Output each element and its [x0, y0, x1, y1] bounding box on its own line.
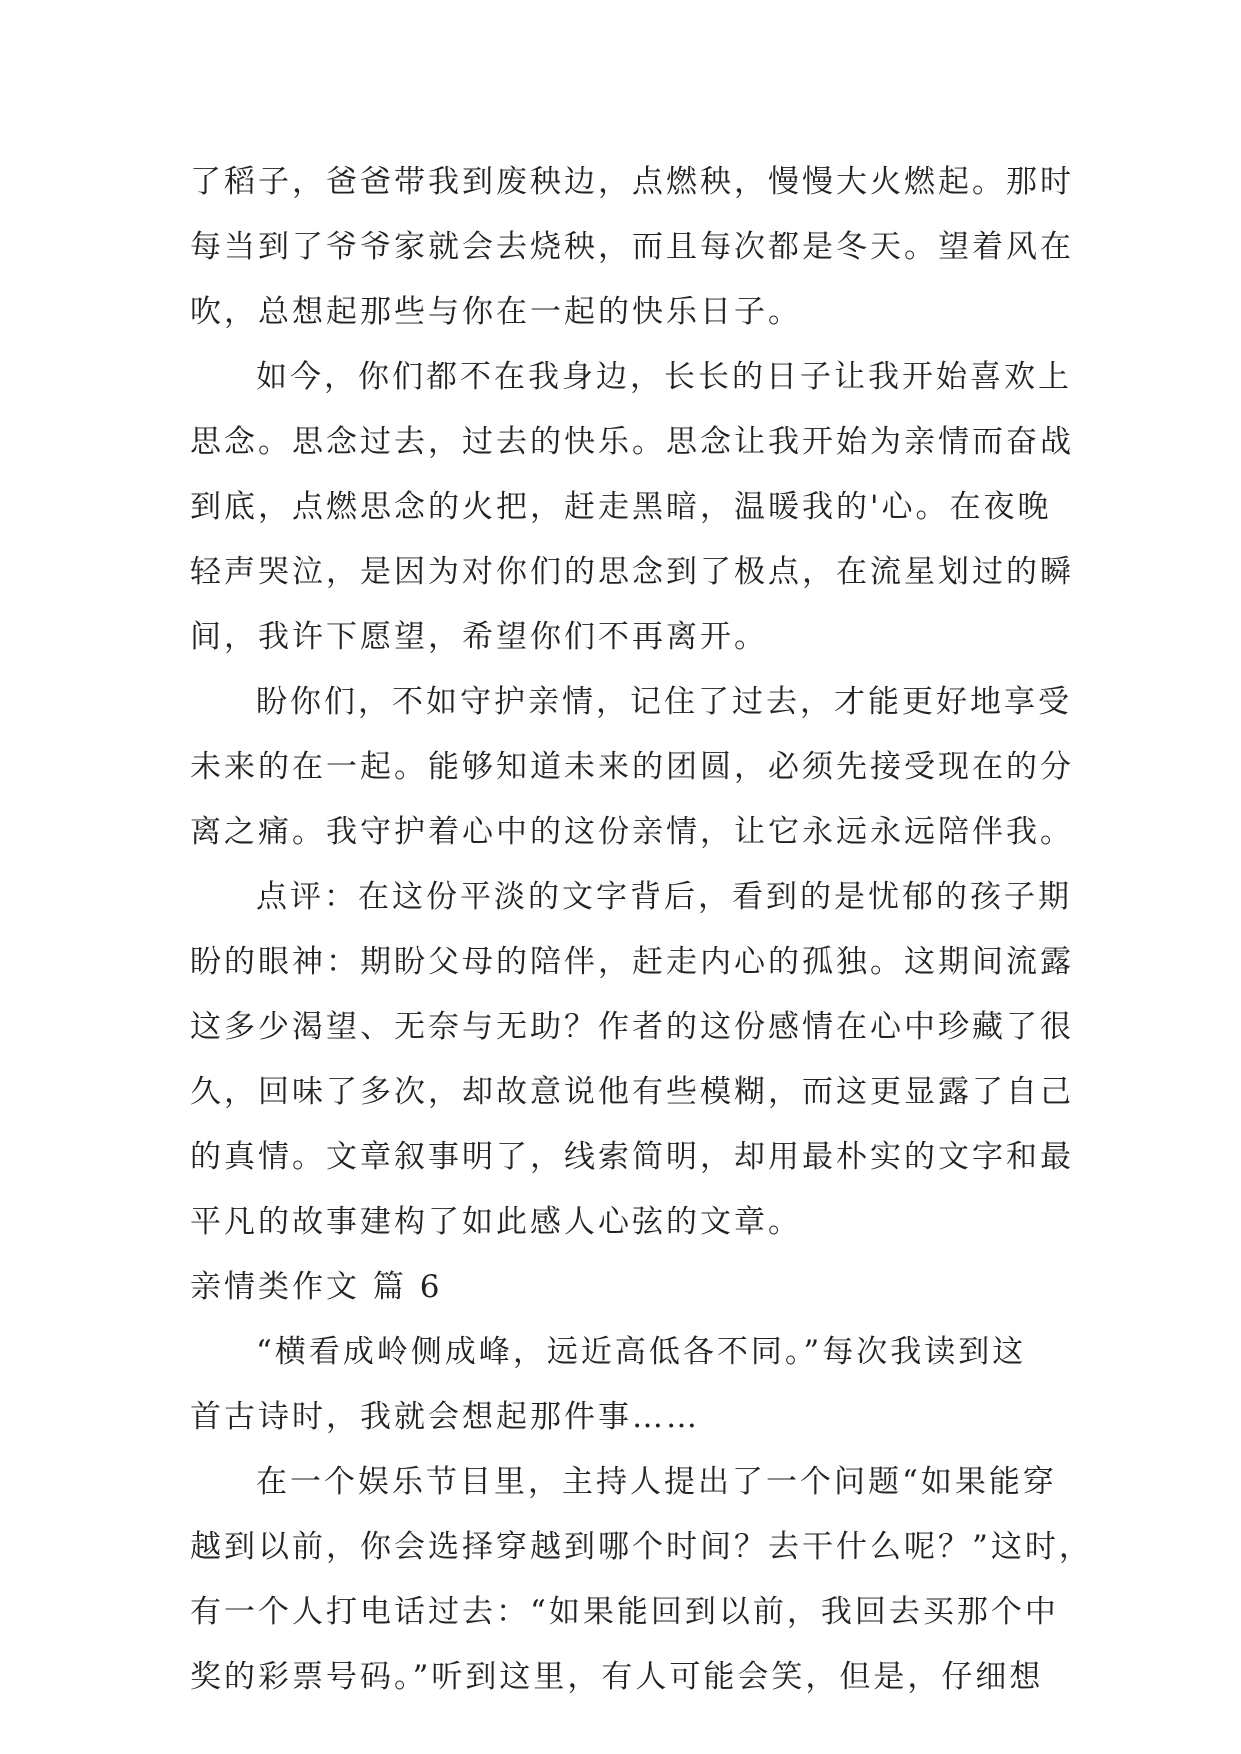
text-line: 在一个娱乐节目里，主持人提出了一个问题“如果能穿 [256, 1464, 1057, 1500]
document-body [190, 150, 1093, 1710]
paragraph [190, 865, 1074, 1255]
text-line: 的真情。文章叙事明了，线索简明，却用最朴实的文字和最 [190, 1139, 1074, 1175]
text-line: 未来的在一起。能够知道未来的团圆，必须先接受现在的分 [190, 749, 1074, 785]
text-line: 奖的彩票号码。”听到这里，有人可能会笑，但是，仔细想 [190, 1659, 1044, 1695]
text-line: 到底，点燃思念的火把，赶走黑暗，温暖我的'心。在夜晚 [190, 489, 1052, 525]
text-line: 越到以前，你会选择穿越到哪个时间？去干什么呢？”这时， [190, 1529, 1093, 1565]
heading-text: 亲情类作文 篇 6 [190, 1269, 443, 1305]
text-line: “横看成岭侧成峰，远近高低各不同。”每次我读到这 [256, 1334, 1027, 1370]
text-line: 离之痛。我守护着心中的这份亲情，让它永远永远陪伴我。 [190, 814, 1074, 850]
text-line: 有一个人打电话过去：“如果能回到以前，我回去买那个中 [190, 1594, 1059, 1630]
paragraph [190, 1320, 1050, 1450]
text-line: 盼你们，不如守护亲情，记住了过去，才能更好地享受 [256, 684, 1072, 720]
section-heading [190, 1255, 1050, 1320]
text-line: 平凡的故事建构了如此感人心弦的文章。 [190, 1204, 802, 1240]
paragraph [190, 345, 1074, 670]
text-line: 如今，你们都不在我身边，长长的日子让我开始喜欢上 [256, 359, 1072, 395]
text-line: 这多少渴望、无奈与无助？作者的这份感情在心中珍藏了很 [190, 1009, 1074, 1045]
paragraph [190, 670, 1074, 865]
text-line: 每当到了爷爷家就会去烧秧，而且每次都是冬天。望着风在 [190, 229, 1074, 265]
text-line: 久，回味了多次，却故意说他有些模糊，而这更显露了自己 [190, 1074, 1074, 1110]
paragraph [190, 1450, 1093, 1710]
paragraph [190, 150, 1074, 345]
text-line: 首古诗时，我就会想起那件事…… [190, 1399, 700, 1435]
text-line: 思念。思念过去，过去的快乐。思念让我开始为亲情而奋战 [190, 424, 1074, 460]
text-line: 间，我许下愿望，希望你们不再离开。 [190, 619, 768, 655]
text-line: 吹，总想起那些与你在一起的快乐日子。 [190, 294, 802, 330]
text-line: 轻声哭泣，是因为对你们的思念到了极点，在流星划过的瞬 [190, 554, 1074, 590]
text-line: 盼的眼神：期盼父母的陪伴，赶走内心的孤独。这期间流露 [190, 944, 1074, 980]
text-line: 点评：在这份平淡的文字背后，看到的是忧郁的孩子期 [256, 879, 1072, 915]
text-line: 了稻子，爸爸带我到废秧边，点燃秧，慢慢大火燃起。那时 [190, 164, 1074, 200]
